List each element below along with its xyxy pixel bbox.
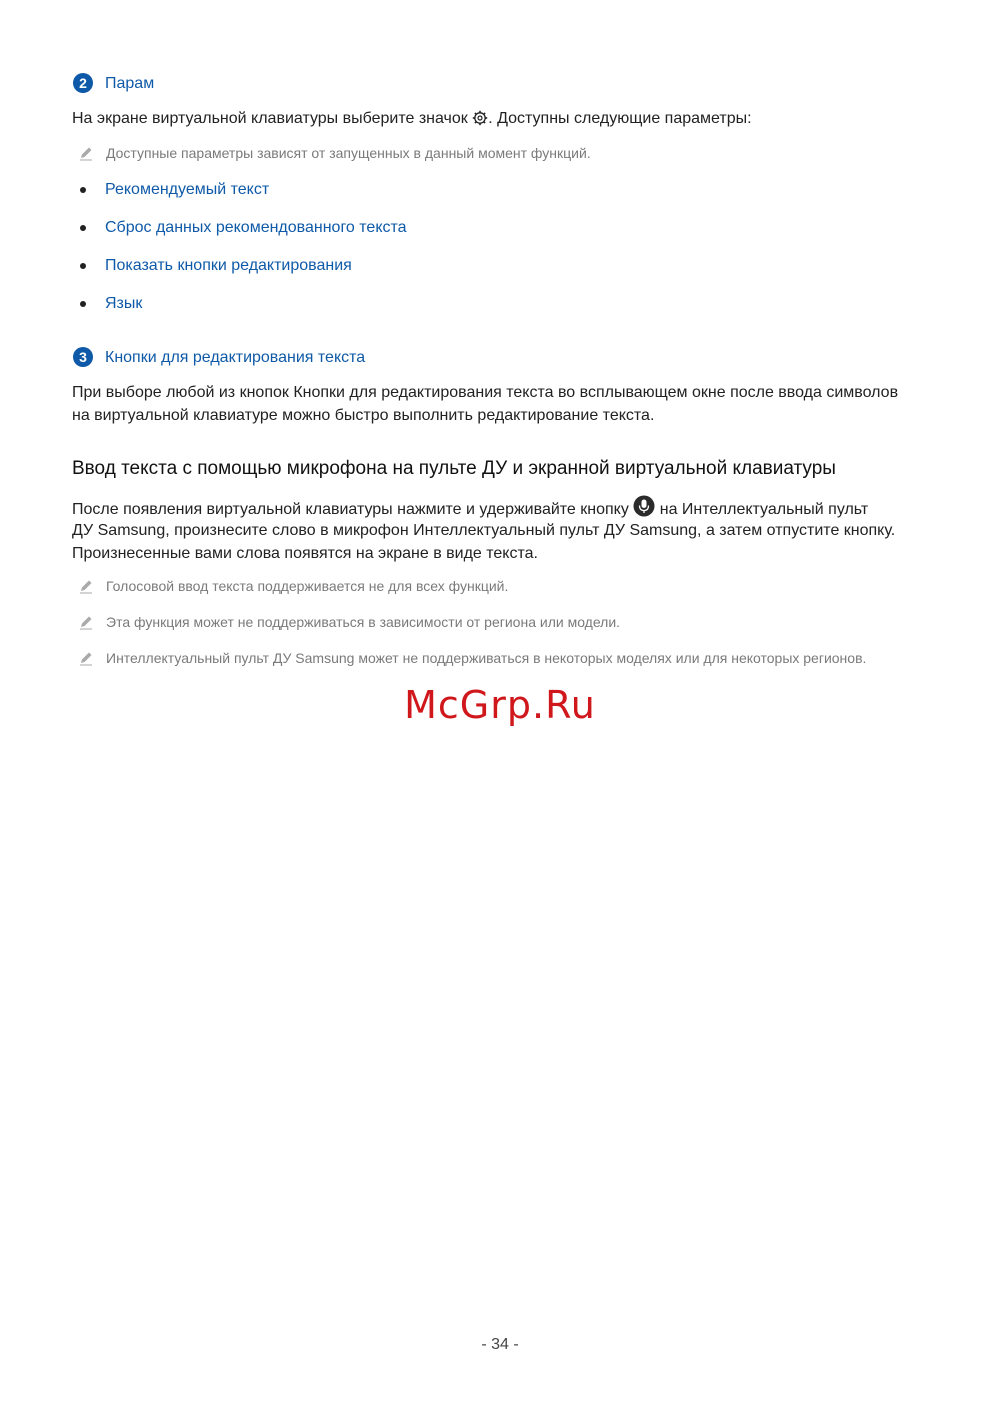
- params-note-text: Доступные параметры зависят от запущенных в данный момент функций.: [106, 145, 591, 161]
- option-label: Показать кнопки редактирования: [105, 257, 352, 274]
- option-label: Рекомендуемый текст: [105, 181, 270, 198]
- voice-note: [78, 650, 866, 666]
- option-item: [80, 181, 269, 199]
- page-number: - 34 -: [481, 1336, 519, 1353]
- option-item: [80, 295, 142, 313]
- voice-text-line-3: Произнесенные вами слова появятся на экране в виде текста.: [72, 545, 538, 562]
- voice-note-text: Голосовой ввод текста поддерживается не для всех функций.: [106, 578, 509, 594]
- voice-note-text: Интеллектуальный пульт ДУ Samsung может не поддерживаться в некоторых моделях или для некоторых регионов.: [106, 650, 867, 666]
- voice-input-heading: Ввод текста с помощью микрофона на пульте ДУ и экранной виртуальной клавиатуры: [72, 458, 836, 479]
- voice-line1-after: на Интеллектуальный пульт: [659, 501, 869, 518]
- number-3-badge-icon: 3: [73, 347, 93, 367]
- number-2-badge-icon: 2: [73, 73, 93, 93]
- option-item: [80, 257, 352, 275]
- voice-note: [78, 614, 620, 630]
- edit-buttons-text-line-1: При выборе любой из кнопок Кнопки для редактирования текста во всплывающем окне после ввода символов: [72, 384, 899, 401]
- watermark: McGrp.Ru: [404, 683, 596, 727]
- params-note: [78, 145, 591, 161]
- gear-icon: [472, 110, 488, 133]
- voice-line1-before: После появления виртуальной клавиатуры нажмите и удерживайте кнопку: [72, 501, 629, 518]
- pencil-note-icon: [78, 614, 94, 630]
- params-intro-before: На экране виртуальной клавиатуры выберите значок: [72, 110, 468, 127]
- option-label: Сброс данных рекомендованного текста: [105, 219, 407, 236]
- params-intro-text: [72, 107, 752, 133]
- bullet-icon: [80, 301, 86, 307]
- pencil-note-icon: [78, 650, 94, 666]
- bullet-icon: [80, 225, 86, 231]
- option-item: [80, 219, 407, 237]
- section-title-params: Парам: [105, 75, 155, 92]
- option-label: Язык: [105, 295, 143, 312]
- pencil-note-icon: [78, 145, 94, 161]
- section-title-edit-buttons: Кнопки для редактирования текста: [105, 349, 366, 366]
- pencil-note-icon: [78, 578, 94, 594]
- edit-buttons-text-line-2: на виртуальной клавиатуре можно быстро выполнить редактирование текста.: [72, 407, 655, 424]
- voice-text-line-2: ДУ Samsung, произнесите слово в микрофон Интеллектуальный пульт ДУ Samsung, а затем отпустите кнопку.: [72, 522, 896, 539]
- bullet-icon: [80, 187, 86, 193]
- params-intro-after: . Доступны следующие параметры:: [488, 110, 752, 127]
- bullet-icon: [80, 263, 86, 269]
- voice-note: [78, 578, 508, 594]
- voice-note-text: Эта функция может не поддерживаться в зависимости от региона или модели.: [106, 614, 621, 630]
